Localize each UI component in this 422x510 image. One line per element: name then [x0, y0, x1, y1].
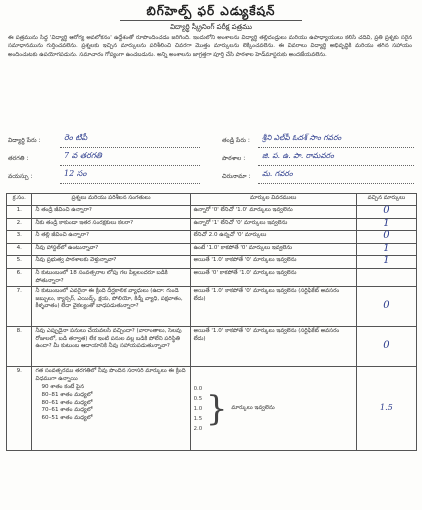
row-score[interactable]: [356, 327, 416, 367]
row-score[interactable]: [356, 231, 416, 244]
age-label: వయస్సు :: [8, 173, 33, 180]
row-question: నీవు హాస్టల్‌లో ఉంటున్నావా?: [32, 243, 190, 256]
row-marks: [190, 367, 356, 451]
row-score[interactable]: [356, 256, 416, 269]
table-row: [7, 327, 417, 367]
row-question: నీ తల్లి జీవించి ఉన్నారా?: [32, 231, 190, 244]
father-name-line: [258, 147, 414, 148]
class-line: [60, 165, 200, 166]
row-score[interactable]: [356, 268, 416, 286]
row-question: [32, 367, 190, 451]
screening-table: [6, 193, 417, 451]
score-value: 1: [383, 217, 390, 229]
brace-glyph: }: [205, 388, 228, 429]
score-value: 0: [383, 205, 390, 216]
header-question: ప్రశ్నలు మరియు పరిశీలన సంగతులు: [32, 194, 190, 206]
table-row: [7, 268, 417, 286]
scale-value: 2.0: [193, 425, 203, 432]
table-row: [7, 243, 417, 256]
row-number: 1.: [7, 206, 32, 219]
row-score[interactable]: [356, 243, 416, 256]
age-line: [60, 183, 200, 184]
father-name-label: తండ్రి పేరు :: [222, 137, 250, 144]
scale-value: 1.0: [193, 405, 203, 412]
row-number: 9.: [7, 367, 32, 451]
table-row: [7, 256, 417, 269]
row-number: 3.: [7, 231, 32, 244]
school-value[interactable]: జి. ప. ఉ. పా. రామవరం: [262, 151, 334, 160]
row-question: నీ కుటుంబంలో ఎవరైనా ఈ క్రింది దీర్ఘకాలిక వ్యాధులు (ఉదా: గుండె జబ్బులు, క్యాన్సర్, ఎయిడ్స్, క్షయ, పోలియో, కిడ్నీ వ్యాధి, పక్షవాతం, కీళ్ళవాతం) లేదా వైకల్యంతో బాధపడుతున్నారా?: [32, 287, 190, 327]
row-question: నీ కుటుంబంలో 18 సంవత్సరాల లోపు గల పిల్లలందరూ బడికి పోతున్నారా?: [32, 268, 190, 286]
table-header-row: [7, 194, 417, 206]
row-marks: అయితే '0' కాకపోతే '1.0' మార్కులు ఇవ్వలెను: [190, 268, 356, 286]
row-number: 6.: [7, 268, 32, 286]
row-marks: ఉన్నారో '1' లేనిచో '0' మార్కులు ఇవ్వలెను: [190, 218, 356, 231]
header-score: వచ్చిన మార్కులు: [356, 194, 416, 206]
title-underline: [120, 20, 302, 21]
row-marks: అయితే '1.0' కాకపోతే '0' మార్కులు ఇవ్వలెను (సర్టిఫికేట్ అవసరం లేదు): [190, 287, 356, 327]
scale-value: 1.5: [193, 415, 203, 422]
student-name-label: విద్యార్థి పేరు :: [8, 137, 41, 144]
header-serial: క్ర.సం.: [7, 194, 32, 206]
row-number: 7.: [7, 287, 32, 327]
marks-scale: [194, 384, 203, 434]
score-value: 0: [383, 230, 390, 242]
class-value[interactable]: 7 వ తరగతి: [64, 151, 102, 160]
row-question: నీ తండ్రి జీవించి ఉన్నారా?: [32, 206, 190, 219]
header-marks-details: మార్కుల వివరములు: [190, 194, 356, 206]
row-score[interactable]: [356, 206, 416, 219]
row-marks: అయితే '1.0' కాకపోతే '0' మార్కులు ఇవ్వలెను (సర్టిఫికేట్ అవసరం లేదు): [190, 327, 356, 367]
score-value: 0: [383, 299, 390, 311]
row-marks: లేనిచో 2.0 ఉన్నచో '0' మార్కులు: [190, 231, 356, 244]
row-question: నీవు ప్రభుత్వ పాఠశాలకు వెళ్తున్నావా?: [32, 256, 190, 269]
father-name-value[interactable]: శ్రీని ఎల్‌పీ ఓదశ్ సాం గవరం: [262, 133, 342, 142]
address-line: [258, 183, 414, 184]
marks-band: 80–61 శాతం మధ్యలో: [41, 399, 93, 406]
marks-band: 90 శాతం కంటే పైన: [41, 384, 85, 391]
school-line: [258, 165, 414, 166]
student-name-value[interactable]: రెం టిపీ: [64, 133, 88, 142]
row-score[interactable]: [356, 367, 416, 451]
row-marks: ఉంటే '1.0' కాకపోతే '0' మార్కులు ఇవ్వలెను: [190, 243, 356, 256]
form-subtitle: విద్యార్థి స్క్రీనింగ్ పరీక్ష పత్రము: [170, 23, 252, 31]
address-label: చిరునామా :: [222, 173, 251, 180]
table-row: [7, 218, 417, 231]
age-value[interactable]: 12 సం: [64, 169, 87, 178]
row-number: 8.: [7, 327, 32, 367]
row-question: నీకు తండ్రి కాకుండా ఇతర సంరక్షకులు కలరా?: [32, 218, 190, 231]
class-label: తరగతి :: [8, 155, 29, 162]
row-number: 5.: [7, 256, 32, 269]
marks-text: మార్కులు ఇవ్వలెను: [231, 404, 275, 411]
table-row: [7, 206, 417, 219]
address-value[interactable]: మ. గవరం: [262, 169, 293, 178]
school-label: పాఠశాల :: [222, 155, 246, 162]
score-value: 1: [383, 255, 390, 267]
row-number: 4.: [7, 243, 32, 256]
scale-value: 0.0: [193, 385, 203, 392]
row-marks: ఉన్నారో '0' లేనిచో '1.0' మార్కులు ఇవ్వలెను: [190, 206, 356, 219]
student-name-line: [60, 147, 200, 148]
score-value: 1: [383, 242, 390, 254]
instructions-paragraph: ఈ పత్రమును సిద్ధ 'విద్యార్థి ఆరోగ్య అవలోకనం' ఉద్దేశంతో రూపొందించడం జరిగింది. ఇందులోని అంశాలను విద్యార్థి తల్లిదండ్రులు మరియు ఉపాధ్యాయులు కలిసి చదివి, ప్రతి ప్రశ్నకు సరైన సమాధానమును గుర్తించవలెను. ప్రశ్నలకు ఇచ్చిన మార్కులను పరిశీలించి చివరగా మొత్తం మార్కులను లెక్కించవలెను. ఈ వివరాలు విద్యార్థి అభివృద్ధికి మరియు తగిన సహాయం అందించుటకు ఉపయోగపడును. సమాచారం గోప్యంగా ఉంచబడును. అన్ని అంశాలను జాగ్రత్తగా పూర్తి చేసి పాఠశాల హెడ్‌మాస్టరుకు అందజేయవలెను.: [8, 35, 412, 58]
row-question-text: గత సంవత్సరము తరగతిలో నీవు పొందిన సరాసరి మార్కులు ఈ క్రింది విధముగా ఉన్నాయి: [35, 368, 186, 382]
marks-band: 60–51 శాతం మధ్యలో: [41, 414, 93, 421]
scale-value: 0.5: [193, 395, 203, 402]
form-title: బిగ్‌హెల్ప్ ఫర్ ఎడ్యుకేషన్: [146, 4, 276, 18]
marks-band-list: [35, 384, 186, 422]
row-score[interactable]: [356, 218, 416, 231]
marks-band: 70–61 శాతం మధ్యలో: [41, 407, 93, 414]
table-row: [7, 367, 417, 451]
table-row: [7, 287, 417, 327]
row-score[interactable]: [356, 287, 416, 327]
row-marks: అయితే '1.0' కాకపోతే '0' మార్కులు ఇవ్వలెను: [190, 256, 356, 269]
table-row: [7, 231, 417, 244]
row-question: నీవు ఎప్పుడైనా పనులు చేయవలసి వచ్చిందా? (వారాంతాలు, సెలవు రోజులలో, బడి తర్వాత) లేక ఇంటి పనుల వల్ల బడికి పోలేని పరిస్థితి ఉందా? మీ కుటుంబ ఆదాయానికి నీవు సహాయపడుతున్నావా?: [32, 327, 190, 367]
score-value: 0: [383, 339, 390, 351]
score-value: 1.5: [380, 402, 393, 412]
row-number: 2.: [7, 218, 32, 231]
marks-band: 80–81 శాతం మధ్యలో: [41, 391, 93, 398]
